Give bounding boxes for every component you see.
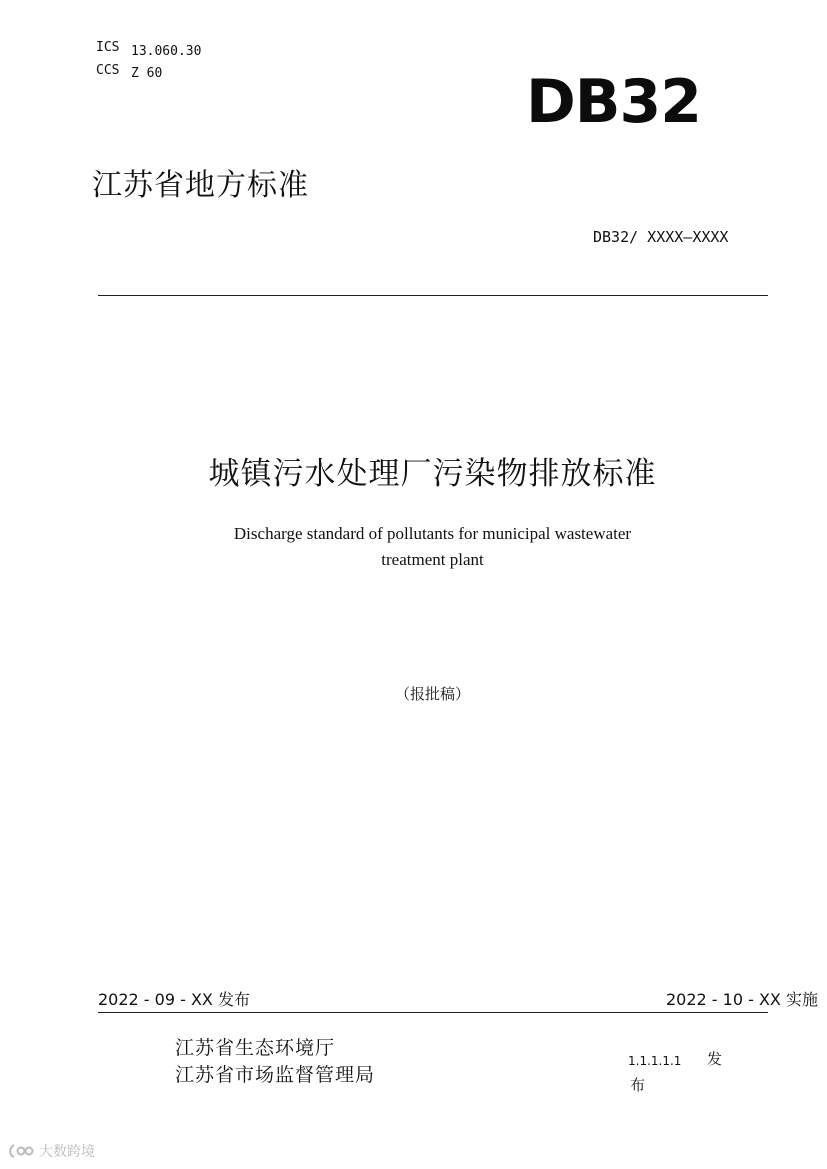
ccs-label: CCS [96,63,120,78]
issue-date: 2022 - 09 - XX 发布 [98,990,250,1009]
watermark-logo-icon [8,1142,36,1160]
ics-code: 13.060.30 [131,44,202,59]
publish-char-fa: 发 [707,1050,723,1068]
standard-type: 江苏省地方标准 [92,168,309,203]
publish-char-bu: 布 [630,1076,646,1094]
issuer-market-regulation: 江苏省市场监督管理局 [175,1064,376,1086]
document-title-chinese: 城镇污水处理厂污染物排放标准 [208,456,657,492]
header-divider [98,295,768,296]
standard-number: DB32/ XXXX—XXXX [593,228,729,246]
ics-label: ICS [96,40,120,55]
watermark [8,1141,95,1161]
db32-logo: DB32 [526,67,702,137]
footer-divider [98,1012,768,1013]
ccs-code: Z 60 [131,66,163,81]
publish-code: 1.1.1.1.1 [628,1054,682,1068]
document-title-english-line2: treatment plant [381,550,484,569]
implement-date: 2022 - 10 - XX 实施 [666,990,818,1009]
watermark-text: 大数跨境 [39,1144,95,1160]
issuer-ecology-dept: 江苏省生态环境厅 [175,1037,336,1059]
draft-status: （报批稿） [394,685,470,703]
document-title-english-line1: Discharge standard of pollutants for municipal wastewater [233,524,632,543]
